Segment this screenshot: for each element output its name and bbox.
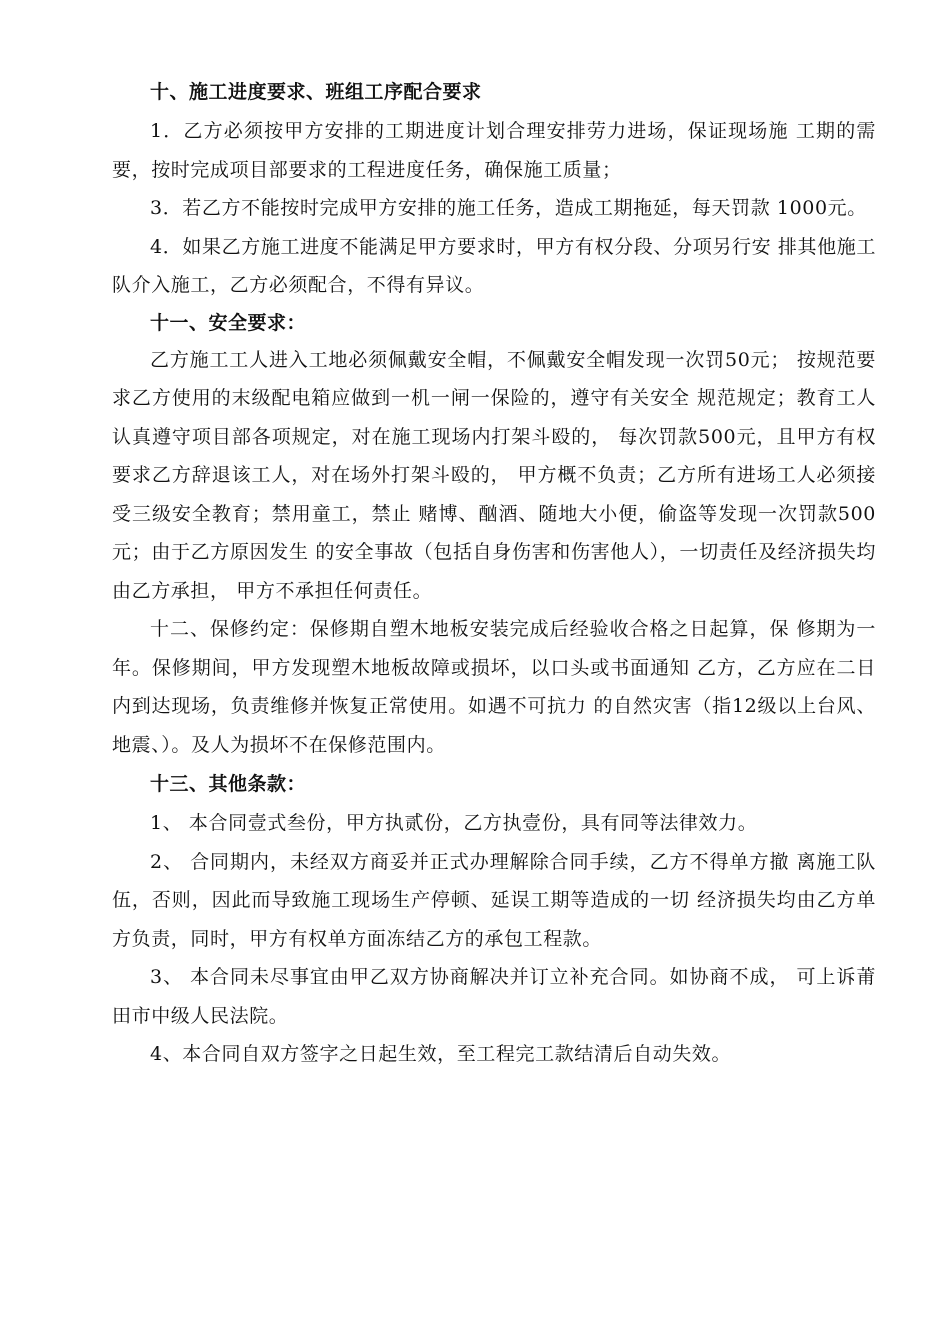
section-11-body: 乙方施工工人进入工地必须佩戴安全帽，不佩戴安全帽发现一次罚50元； 按规范要求乙方使用的末级配电箱应做到一机一闸一保险的，遵守有关安全 规范规定；教育工人认真遵守项目部各项规定，对在施工现场内打架斗殴的， 每次罚款500元，且甲方有权要求乙方辞退该工人，对在场外打架斗殴的， 甲方概不负责；乙方所有进场工人必须接受三级安全教育；禁用童工，禁止 赌博、酗酒、随地大小便，偷盗等发现一次罚款500元；由于乙方原因发生 的安全事故（包括自身伤害和伤害他人），一切责任及经济损失均由乙方承担， 甲方不承担任何责任。 (112, 348, 876, 602)
section-13-item-1: 1、 本合同壹式叁份，甲方执贰份，乙方执壹份，具有同等法律效力。 (150, 812, 758, 834)
section-10-item-3: 3．若乙方不能按时完成甲方安排的施工任务，造成工期拖延，每天罚款 1000元。 (150, 197, 867, 219)
section-10-item-4: 4．如果乙方施工进度不能满足甲方要求时，甲方有权分段、分项另行安 排其他施工队介入施工，乙方必须配合，不得有异议。 (112, 235, 876, 296)
section-13-item-2: 2、 合同期内，未经双方商妥并正式办理解除合同手续，乙方不得单方撤 离施工队伍，否则，因此而导致施工现场生产停顿、延误工期等造成的一切 经济损失均由乙方单方负责，同时，甲方有权单方面冻结乙方的承包工程款。 (112, 850, 876, 950)
section-13-item-3: 3、 本合同未尽事宜由甲乙双方协商解决并订立补充合同。如协商不成， 可上诉莆田市中级人民法院。 (112, 966, 876, 1027)
section-13-item-4: 4、本合同自双方签字之日起生效，至工程完工款结清后自动失效。 (150, 1043, 732, 1065)
section-11-heading: 十一、安全要求： (150, 311, 307, 334)
section-13-heading: 十三、其他条款： (150, 773, 307, 795)
document-content (112, 74, 876, 1074)
section-10-heading: 十、施工进度要求、班组工序配合要求 (150, 81, 482, 103)
section-10-item-1: 1．乙方必须按甲方安排的工期进度计划合理安排劳力进场，保证现场施 工期的需要，按时完成项目部要求的工程进度任务，确保施工质量； (112, 120, 876, 181)
section-12-body: 十二、保修约定：保修期自塑木地板安装完成后经验收合格之日起算，保 修期为一年。保修期间，甲方发现塑木地板故障或损坏，以口头或书面通知 乙方，乙方应在二日内到达现场，负责维修并恢复正常使用。如遇不可抗力 的自然灾害（指12级以上台风、地震、）。及人为损坏不在保修范围内。 (112, 618, 876, 756)
